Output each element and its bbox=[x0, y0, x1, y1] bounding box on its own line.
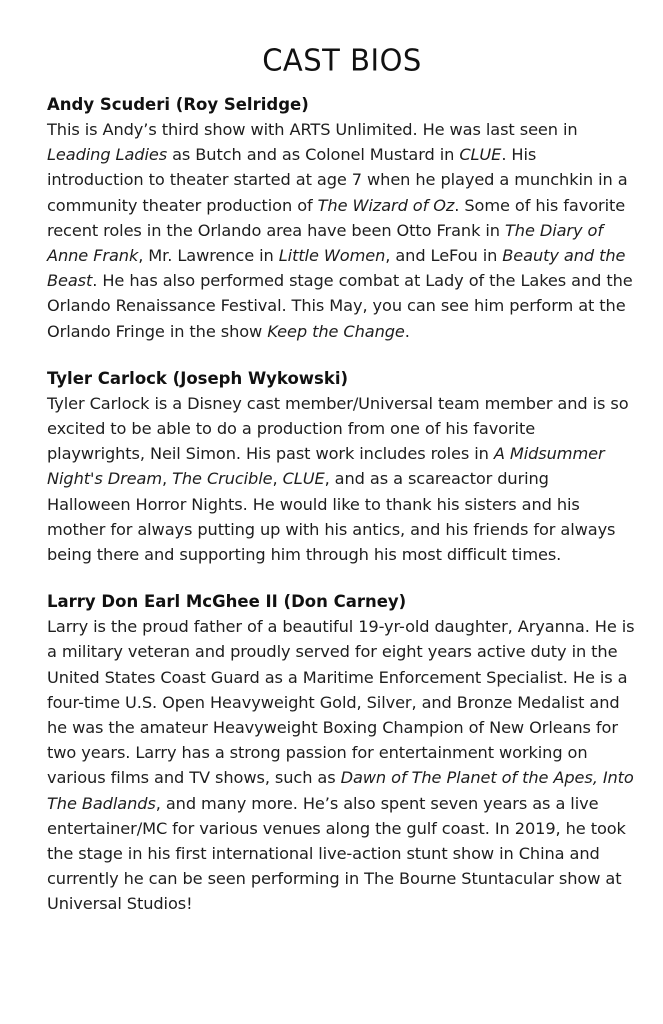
bio-name: Larry Don Earl McGhee II (Don Carney) bbox=[47, 592, 407, 612]
bio-name: Tyler Carlock (Joseph Wykowski) bbox=[47, 368, 349, 388]
bio-tyler-carlock bbox=[47, 366, 637, 567]
bio-text-run: This is Andy’s third show with ARTS Unlimited. He was last seen in bbox=[47, 120, 578, 139]
bio-text-run: . bbox=[404, 321, 410, 341]
italic-title: A Midsummer Night's Dream bbox=[47, 444, 605, 489]
bio-text-run: . He has also performed stage combat at Lady of the Lakes and the Orlando Renaissance Festival. This May, you can see him perform at the Orlando Fringe in the show bbox=[47, 271, 633, 341]
bio-larry-mcghee bbox=[47, 589, 637, 916]
bio-text bbox=[47, 117, 637, 344]
italic-title: CLUE bbox=[282, 469, 325, 489]
bio-text-run: as Butch and as Colonel Mustard in bbox=[167, 145, 460, 165]
bio-name: Andy Scuderi (Roy Selridge) bbox=[47, 95, 309, 114]
bio-text-run: , and as a scareactor during Halloween Horror Nights. He would like to thank his sisters and his mother for always putting up with his antics, and his friends for always being there and supporting him through his most difficult times. bbox=[47, 469, 616, 565]
italic-title: Dawn of The Planet of the Apes, Into The Badlands bbox=[47, 768, 634, 813]
italic-title: Little Women bbox=[278, 246, 386, 266]
bio-text bbox=[47, 614, 637, 916]
italic-title: Keep the Change bbox=[267, 321, 405, 341]
bio-text-run: . Some of his favorite recent roles in the Orlando area have been Otto Frank in bbox=[47, 195, 626, 240]
italic-title: The Crucible bbox=[172, 469, 273, 489]
bio-text-run: . His introduction to theater started at age 7 when he played a munchkin in a community theater production of bbox=[47, 145, 628, 215]
italic-title: The Wizard of Oz bbox=[317, 195, 455, 215]
bio-text-run: , bbox=[162, 469, 173, 489]
bio-text-run: , bbox=[272, 469, 283, 489]
italic-title: Beauty and the Beast bbox=[47, 246, 626, 291]
bio-andy-scuderi bbox=[47, 92, 637, 344]
page-title: CAST BIOS bbox=[262, 42, 422, 78]
italic-title: CLUE bbox=[459, 145, 502, 165]
bio-text-run: Larry is the proud father of a beautiful 19-yr-old daughter, Aryanna. He is a military veteran and proudly served for eight years active duty in the United States Coast Guard as a Maritime Enforcement Specialist. He is a four-time U.S. Open Heavyweight Gold, Silver, and Bronze Medalist and he was the amateur Heavyweight Boxing Champion of New Orleans for two years. Larry has a strong passion for entertainment working on various films and TV shows, such as bbox=[47, 617, 635, 788]
italic-title: Leading Ladies bbox=[47, 145, 168, 165]
bio-text-run: , and many more. He’s also spent seven years as a live entertainer/MC for various venues along the gulf coast. In 2019, he took the stage in his first international live-action stunt show in China and currently he can be seen performing in The Bourne Stuntacular show at Universal Studios! bbox=[47, 793, 626, 914]
italic-title: The Diary of Anne Frank bbox=[47, 220, 603, 266]
bio-text-run: , and LeFou in bbox=[385, 246, 503, 266]
bio-text bbox=[47, 391, 637, 567]
bio-text-run: Tyler Carlock is a Disney cast member/Universal team member and is so excited to be able to do a production from one of his favorite playwrights, Neil Simon. His past work includes roles in bbox=[47, 393, 629, 464]
bio-text-run: , Mr. Lawrence in bbox=[138, 246, 279, 266]
